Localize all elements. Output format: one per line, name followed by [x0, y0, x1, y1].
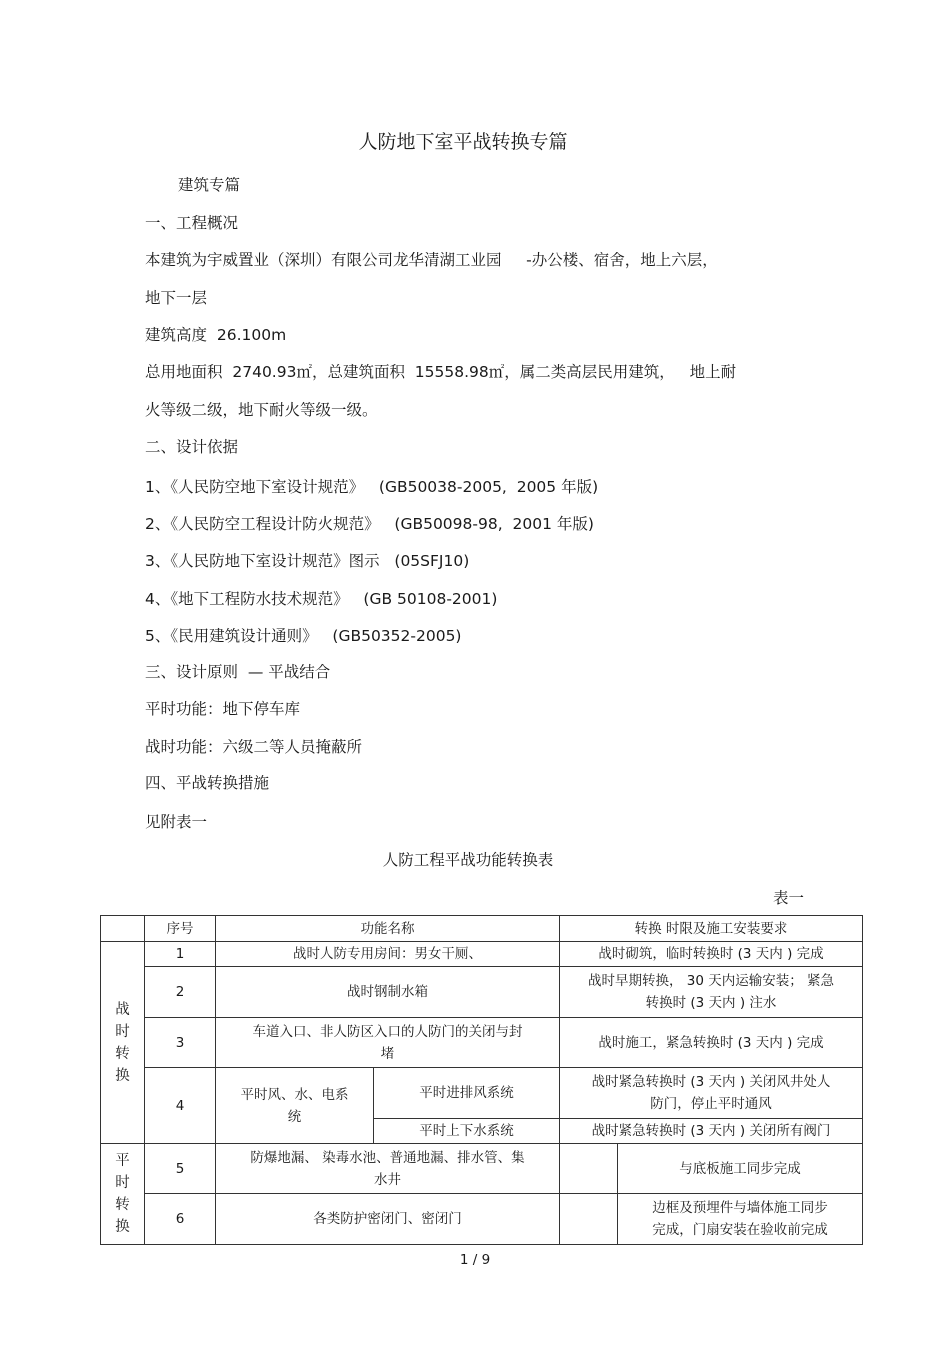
row6-req: 边框及预埋件与墙体施工同步 完成，门扇安装在验收前完成 [618, 1194, 863, 1245]
table-row [101, 1018, 863, 1068]
table-title: 人防工程平战功能转换表 [382, 851, 554, 869]
table-row [101, 967, 863, 1018]
page-title: 人防地下室平战转换专篇 [358, 131, 568, 153]
row3-name: 车道入口、非人防区入口的人防门的关闭与封 堵 [216, 1018, 560, 1068]
group-wartime: 战 时 转 换 [101, 942, 145, 1144]
heading-principle: 三、设计原则 — 平战结合 [145, 663, 331, 681]
row6-no: 6 [145, 1194, 216, 1245]
overview-text-1: 本建筑为宇威置业（深圳）有限公司龙华清湖工业园 -办公楼、宿舍，地上六层， [145, 251, 718, 269]
row3-req: 战时施工，紧急转换时 (3 天内 ) 完成 [560, 1018, 863, 1068]
peacetime-function: 平时功能：地下停车库 [145, 700, 301, 718]
row4-req1: 战时紧急转换时 (3 天内 ) 关闭风井处人 防门，停止平时通风 [560, 1068, 863, 1119]
row6-blank [560, 1194, 618, 1245]
header-blank [101, 916, 145, 942]
table-header-row [101, 916, 863, 942]
see-table: 见附表一 [145, 813, 208, 831]
basis-item-3: 3、《人民防地下室设计规范》图示 (05SFJ10) [145, 552, 470, 570]
row5-req: 与底板施工同步完成 [618, 1144, 863, 1194]
heading-overview: 一、工程概况 [145, 214, 239, 232]
row1-req: 战时砌筑，临时转换时 (3 天内 ) 完成 [560, 942, 863, 967]
heading-measures: 四、平战转换措施 [145, 774, 270, 792]
group-peacetime: 平 时 转 换 [101, 1144, 145, 1245]
basis-item-2: 2、《人民防空工程设计防火规范》 (GB50098-98, 2001 年版) [145, 515, 594, 533]
row4-system: 平时风、水、电系 统 [216, 1068, 374, 1144]
row1-no: 1 [145, 942, 216, 967]
wartime-function: 战时功能：六级二等人员掩蔽所 [145, 738, 363, 756]
header-req: 转换 时限及施工安装要求 [560, 916, 863, 942]
row4-req2: 战时紧急转换时 (3 天内 ) 关闭所有阀门 [560, 1119, 863, 1144]
building-area: ，总建筑面积 15558.98㎡ [311, 363, 505, 381]
overview-text-2: 地下一层 [145, 289, 208, 307]
area-text [145, 362, 736, 382]
page-number: 1 / 9 [459, 1252, 491, 1268]
section-subtitle: 建筑专篇 [178, 176, 241, 194]
row1-name: 战时人防专用房间：男女干厕、 [216, 942, 560, 967]
building-height: 建筑高度 26.100m [145, 326, 287, 344]
row5-no: 5 [145, 1144, 216, 1194]
table-label: 表一 [772, 889, 804, 907]
row4-sub2: 平时上下水系统 [374, 1119, 560, 1144]
site-area: 总用地面积 2740.93㎡ [145, 363, 312, 381]
row2-name: 战时钢制水箱 [216, 967, 560, 1018]
basis-item-1: 1、《人民防空地下室设计规范》 (GB50038-2005, 2005 年版) [145, 478, 599, 496]
table-row [101, 1144, 863, 1194]
row4-no: 4 [145, 1068, 216, 1144]
row3-no: 3 [145, 1018, 216, 1068]
basis-item-4: 4、《地下工程防水技术规范》 (GB 50108-2001) [145, 590, 498, 608]
row2-no: 2 [145, 967, 216, 1018]
row5-blank [560, 1144, 618, 1194]
table-row [101, 1194, 863, 1245]
header-no: 序号 [145, 916, 216, 942]
conversion-table [100, 915, 863, 1245]
building-class: ，属二类高层民用建筑， 地上耐 [504, 363, 737, 381]
row2-req: 战时早期转换， 30 天内运输安装； 紧急 转换时 (3 天内 ) 注水 [560, 967, 863, 1018]
row6-name: 各类防护密闭门、密闭门 [216, 1194, 560, 1245]
fire-rating: 火等级二级，地下耐火等级一级。 [145, 401, 378, 419]
row4-sub1: 平时进排风系统 [374, 1068, 560, 1119]
header-name: 功能名称 [216, 916, 560, 942]
table-row [101, 1068, 863, 1119]
heading-basis: 二、设计依据 [145, 438, 239, 456]
basis-item-5: 5、《民用建筑设计通则》 (GB50352-2005) [145, 627, 462, 645]
row5-name: 防爆地漏、 染毒水池、普通地漏、排水管、集 水井 [216, 1144, 560, 1194]
table-row [101, 942, 863, 967]
